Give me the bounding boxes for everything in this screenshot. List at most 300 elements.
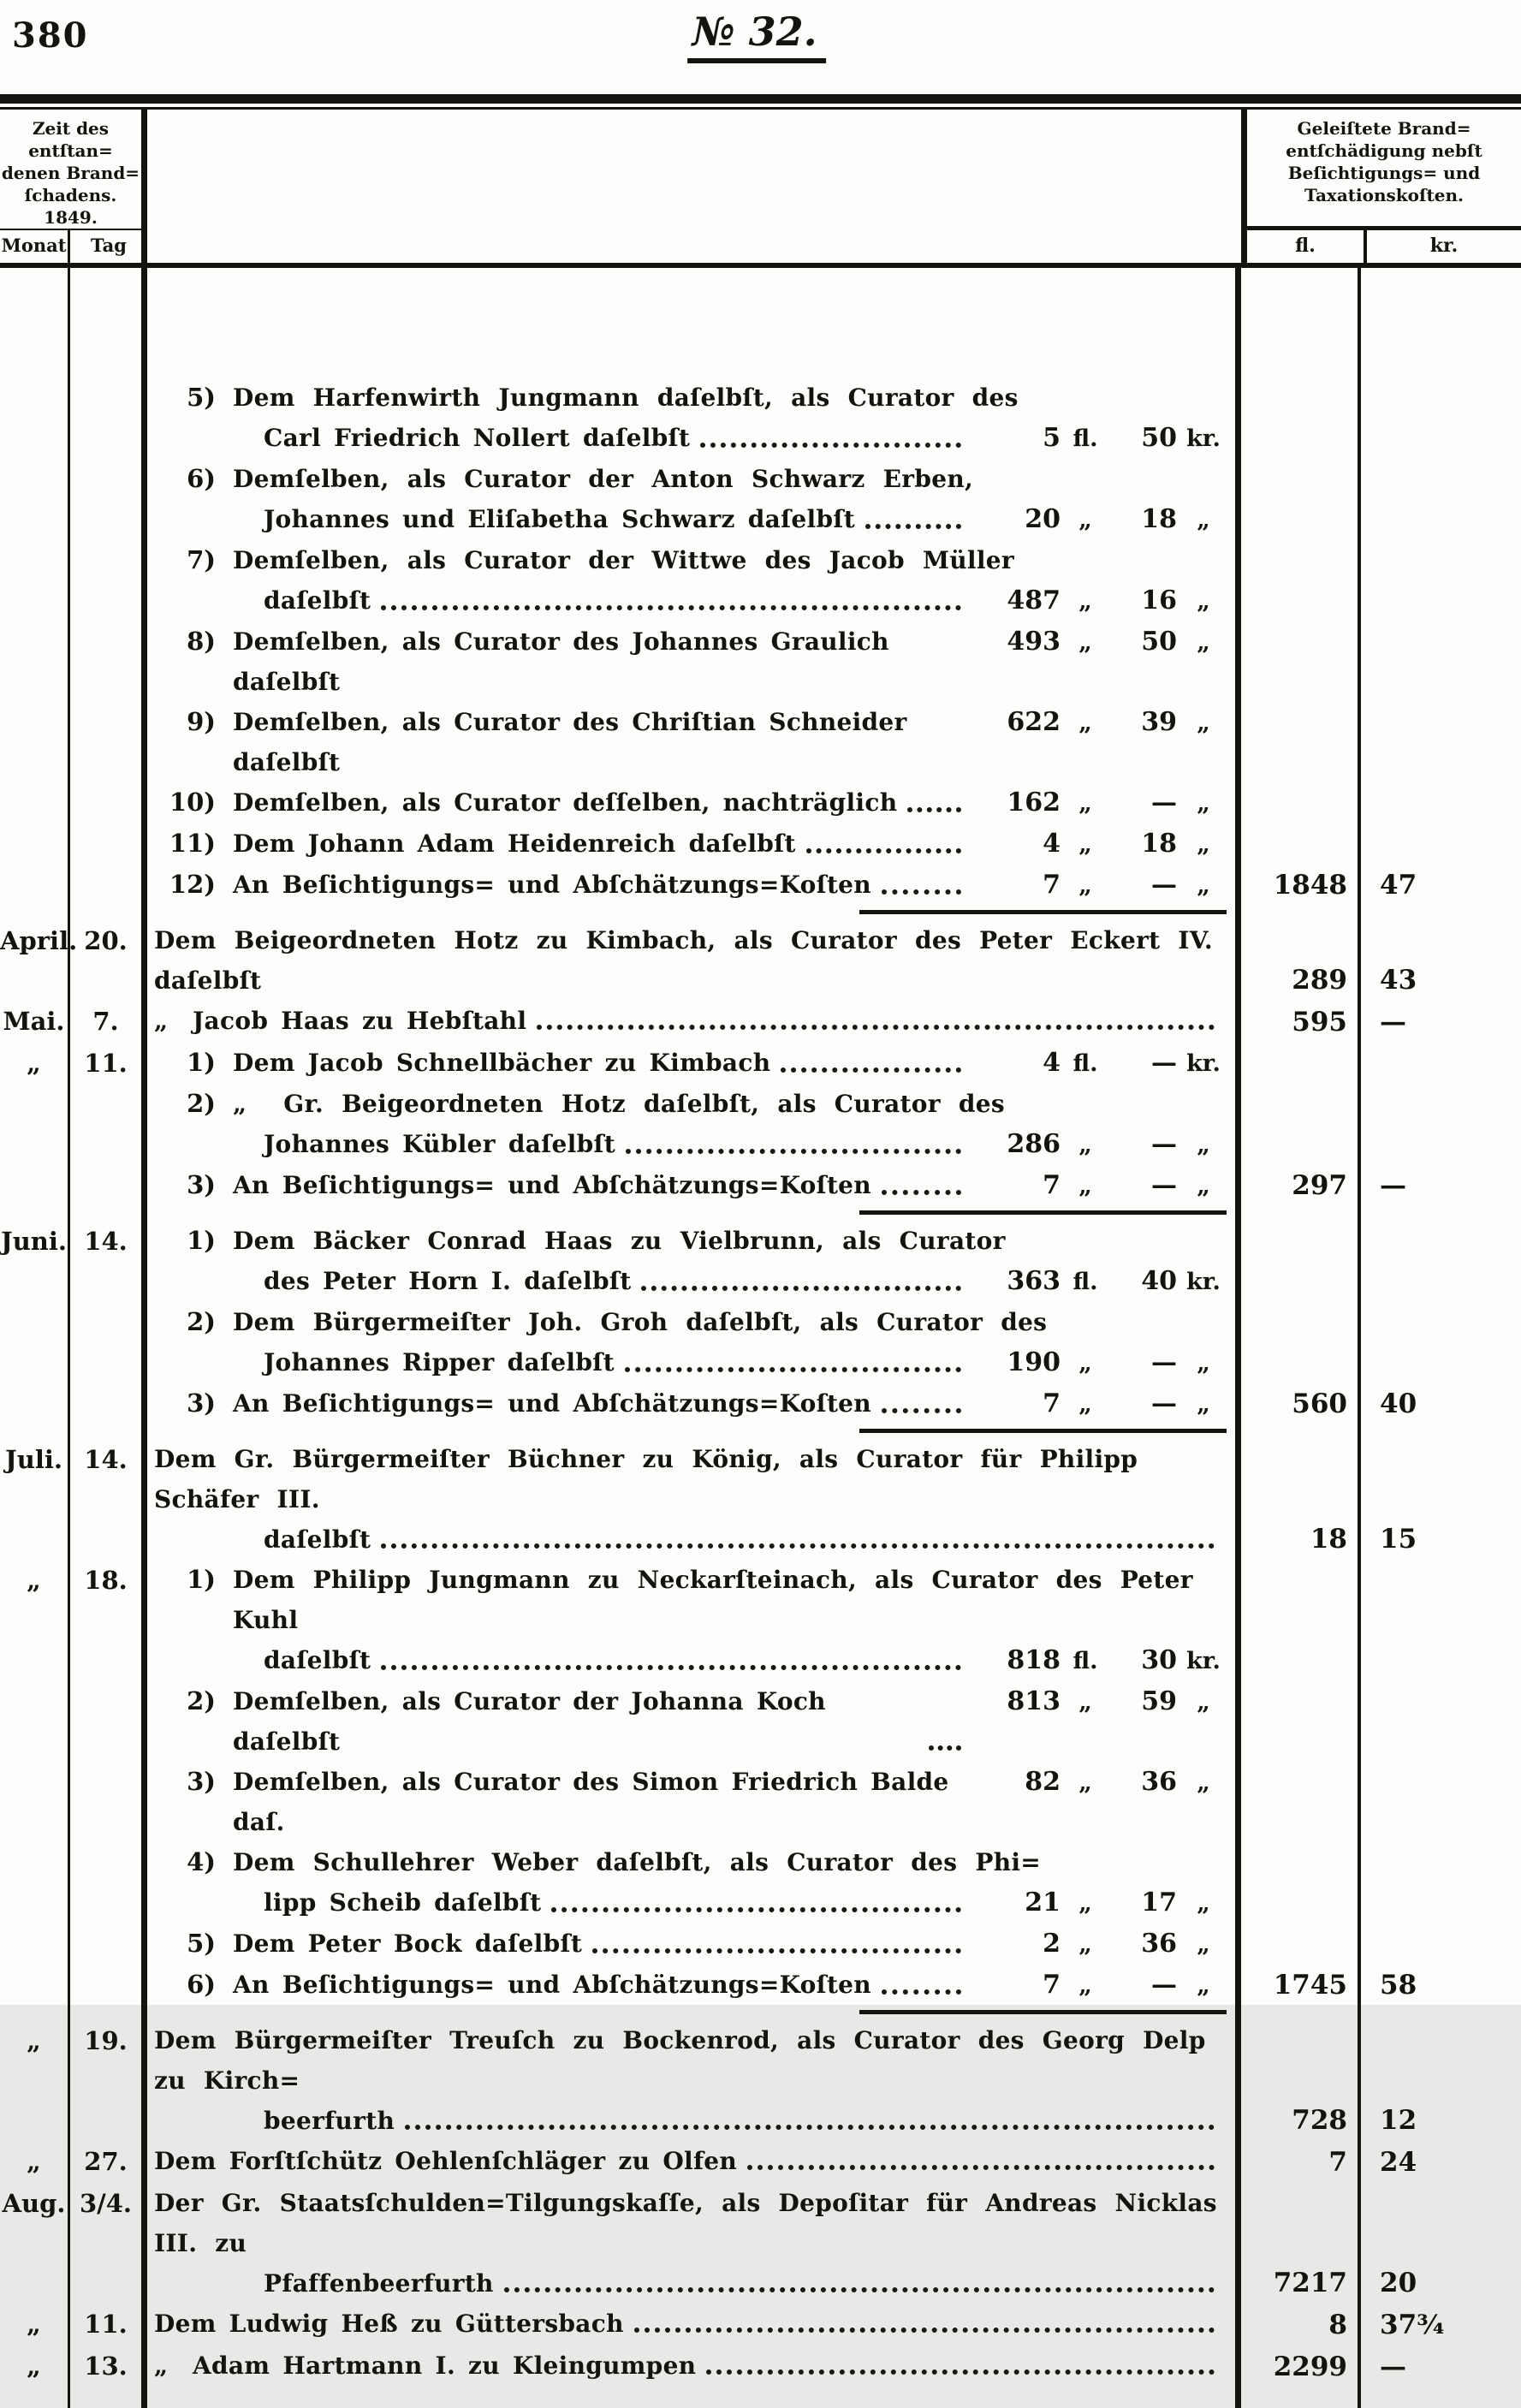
total-kreuzer: —: [1380, 1170, 1406, 1201]
entry-line: [154, 2263, 1235, 2304]
entry-line: [154, 702, 1235, 782]
unit-kreuzer: „: [1197, 1173, 1210, 1199]
total-kreuzer-cell: [1361, 2304, 1521, 2346]
dotted-leader: [781, 1067, 961, 1073]
entry-cell: [147, 1439, 1241, 1560]
day-cell: 14.: [70, 1221, 147, 1439]
header-amount-title-line: Taxationskoſten.: [1304, 185, 1465, 205]
entry-text: daſelbſt: [264, 1646, 371, 1674]
entry-cell: [147, 1560, 1241, 2020]
amount-florin: 363: [1007, 1266, 1061, 1296]
total-kreuzer-cell: [1361, 1001, 1521, 1043]
total-kreuzer-cell: [1361, 1560, 1521, 2020]
unit-kreuzer: „: [1197, 588, 1210, 615]
entry-line: [154, 1124, 1235, 1165]
table-row: [0, 1439, 1521, 1560]
unit-florin: „: [1078, 1890, 1092, 1917]
amount-kreuzer: —: [1151, 1129, 1177, 1159]
unit-florin: „: [1078, 1769, 1092, 1796]
entry-text: Demſelben, als Curator des Johannes Graulich daſelbſt: [233, 627, 902, 696]
entry-line: [154, 1221, 1235, 1261]
entry-cell: [147, 1043, 1241, 1221]
total-florin: 8: [1328, 2310, 1347, 2340]
header-amount-title: [1247, 110, 1521, 226]
total-kreuzer-cell: [1361, 920, 1521, 1001]
month-cell: [0, 268, 70, 920]
entry-text: Dem Bürgermeiſter Treuſch zu Bockenrod, als Curator des Georg Delp zu Kirch=: [154, 2026, 1224, 2095]
entry-line: [154, 621, 1235, 702]
month-cell: Aug.: [0, 2183, 70, 2304]
total-florin-cell: [1241, 1560, 1361, 2020]
dotted-leader: [381, 1543, 1215, 1549]
entry-line: [154, 1965, 1235, 2006]
total-florin: 1745: [1273, 1970, 1347, 2001]
entry-text: Pfaffenbeerfurth: [264, 2269, 494, 2298]
entry-line: [154, 782, 1235, 823]
total-florin: 7217: [1273, 2268, 1347, 2298]
entry-text: Dem Schullehrer Weber daſelbſt, als Curator des Phi=: [233, 1848, 1042, 1876]
unit-florin: fl.: [1072, 425, 1098, 452]
total-florin-cell: [1241, 920, 1361, 1001]
column-header-monat: Monat: [0, 230, 70, 263]
day-cell: 13.: [70, 2346, 147, 2387]
total-florin-cell: [1241, 1439, 1361, 1560]
entry-cell: [147, 2183, 1241, 2304]
total-kreuzer-cell: [1361, 2020, 1521, 2141]
entry-line: [154, 2020, 1235, 2101]
entry-line: [154, 1001, 1235, 1041]
entry-line: [154, 418, 1235, 459]
month-cell: „: [0, 2020, 70, 2141]
entry-text: Dem Gr. Bürgermeiſter Büchner zu König, als Curator für Philipp Schäfer III.: [154, 1445, 1156, 1513]
month-cell: Mai.: [0, 1001, 70, 1043]
dotted-leader: [634, 2328, 1215, 2333]
unit-florin: fl.: [1072, 1269, 1098, 1295]
header-time-block: [0, 110, 147, 263]
amount-kreuzer: 59: [1141, 1686, 1177, 1716]
day-cell: 14.: [70, 1439, 147, 1560]
entry-text: des Peter Horn I. daſelbſt: [264, 1267, 632, 1295]
entry-text: Dem Ludwig Heß zu Güttersbach: [154, 2310, 624, 2338]
header-amount-title-line: Geleiſtete Brand=: [1297, 118, 1471, 139]
amount-kreuzer: 40: [1141, 1266, 1177, 1296]
entry-cell: [147, 2304, 1241, 2346]
entry-line: [154, 1261, 1235, 1302]
column-header-tag: Tag: [91, 235, 127, 256]
entry-line: [154, 1882, 1235, 1923]
total-kreuzer: 20: [1380, 2268, 1417, 2298]
entry-line: [154, 1084, 1235, 1124]
unit-kreuzer: „: [1197, 710, 1210, 736]
total-kreuzer-cell: [1361, 2141, 1521, 2183]
total-kreuzer: 58: [1380, 1970, 1417, 2001]
entry-line: [154, 1165, 1235, 1206]
total-kreuzer: 24: [1380, 2147, 1417, 2178]
dotted-leader: [504, 2287, 1215, 2292]
amount-florin: 286: [1007, 1129, 1061, 1159]
unit-kreuzer: „: [1197, 1890, 1210, 1917]
amount-florin: 4: [1043, 829, 1061, 859]
entry-text: An Beſichtigungs= und Abſchätzungs=Koſten: [233, 1971, 871, 1999]
entry-line: [154, 1560, 1235, 1640]
total-florin-cell: [1241, 1221, 1361, 1439]
entry-line: [154, 378, 1235, 418]
month-cell: „: [0, 1560, 70, 2020]
amount-kreuzer: —: [1151, 1048, 1177, 1078]
entry-text: beerfurth: [264, 2107, 395, 2135]
entry-text: Demſelben, als Curator des Chriſtian Schneider daſelbſt: [233, 708, 920, 776]
entry-number: 12): [169, 870, 216, 899]
total-kreuzer-cell: [1361, 1043, 1521, 1221]
entry-number: 7): [187, 545, 216, 574]
page-header: [0, 0, 1521, 94]
table-row: [0, 2183, 1521, 2304]
total-kreuzer-cell: [1361, 2183, 1521, 2304]
amount-florin: 82: [1025, 1767, 1061, 1797]
entry-line: [154, 1519, 1235, 1560]
month-cell: „: [0, 1043, 70, 1221]
unit-florin: „: [1078, 790, 1092, 817]
entry-number: 3): [187, 1170, 216, 1199]
total-kreuzer-cell: [1361, 2346, 1521, 2387]
table-bottom-spacer: [0, 2387, 1521, 2408]
total-kreuzer: 47: [1380, 870, 1417, 901]
unit-florin: „: [1078, 588, 1092, 615]
table-row: [0, 1221, 1521, 1439]
total-florin: 18: [1310, 1524, 1347, 1555]
unit-kreuzer: kr.: [1186, 425, 1221, 452]
entry-line: [154, 2304, 1235, 2344]
unit-florin: „: [1078, 1931, 1092, 1958]
total-florin: 289: [1292, 965, 1347, 996]
amount-florin: 7: [1043, 870, 1061, 900]
total-kreuzer-cell: [1361, 268, 1521, 920]
total-kreuzer-cell: [1361, 1439, 1521, 1560]
dotted-leader: [625, 1367, 961, 1372]
total-kreuzer: 37¾: [1380, 2310, 1445, 2340]
dotted-leader: [882, 1989, 961, 1995]
entry-line: [154, 1842, 1235, 1882]
sum-line: [859, 2010, 1227, 2014]
unit-kreuzer: „: [1197, 790, 1210, 817]
entry-line: [154, 2141, 1235, 2181]
unit-kreuzer: „: [1197, 507, 1210, 533]
sum-line: [859, 1429, 1227, 1433]
dotted-leader: [641, 1286, 961, 1291]
dotted-leader: [626, 1149, 961, 1154]
header-time-title-line: 1849.: [44, 207, 98, 228]
unit-florin: „: [1078, 1350, 1092, 1376]
column-header-kreuzer: kr.: [1429, 235, 1459, 257]
dotted-leader: [929, 1745, 961, 1751]
entry-line: [154, 540, 1235, 580]
entry-number: 3): [187, 1767, 216, 1796]
column-header-florin: fl.: [1247, 230, 1367, 263]
month-cell: „: [0, 2141, 70, 2183]
total-florin: 297: [1292, 1170, 1347, 1201]
entry-text: daſelbſt: [264, 1525, 371, 1554]
table-row: [0, 920, 1521, 1001]
entry-text: An Beſichtigungs= und Abſchätzungs=Koſten: [233, 1389, 871, 1418]
entry-text: „ Adam Hartmann I. zu Kleingumpen: [154, 2352, 697, 2380]
entry-number: 9): [187, 707, 216, 736]
header-amount-block: [1241, 110, 1521, 263]
header-amount-title-line: Beſichtigungs= und: [1287, 163, 1481, 183]
total-florin: 2299: [1273, 2352, 1347, 2382]
entry-number: 6): [187, 464, 216, 493]
dotted-leader: [551, 1907, 961, 1912]
header-time-title-line: ſchadens.: [24, 185, 117, 205]
dotted-leader: [706, 2369, 1215, 2375]
entry-line: [154, 580, 1235, 621]
entry-number: 11): [169, 829, 216, 858]
total-florin-cell: [1241, 1001, 1361, 1043]
amount-florin: 487: [1007, 586, 1061, 615]
day-cell: 27.: [70, 2141, 147, 2183]
entry-line: [154, 459, 1235, 499]
table-row: [0, 2020, 1521, 2141]
entry-text: Demſelben, als Curator der Wittwe des Jacob Müller: [233, 546, 1014, 574]
header-main-empty: [147, 110, 1241, 263]
day-cell: 3/4.: [70, 2183, 147, 2304]
amount-kreuzer: 36: [1141, 1929, 1177, 1959]
entry-text: An Beſichtigungs= und Abſchätzungs=Koſten: [233, 871, 871, 899]
unit-kreuzer: „: [1197, 872, 1210, 899]
unit-kreuzer: „: [1197, 1132, 1210, 1158]
header-time-subcolumns: [0, 230, 141, 263]
month-cell: Juli.: [0, 1439, 70, 1560]
amount-florin: 21: [1025, 1888, 1061, 1917]
entry-line: [154, 2346, 1235, 2386]
dotted-leader: [700, 443, 961, 448]
unit-florin: fl.: [1072, 1648, 1098, 1674]
total-kreuzer: 15: [1380, 1524, 1417, 1555]
amount-kreuzer: 18: [1141, 504, 1177, 534]
day-cell: 11.: [70, 1043, 147, 1221]
entry-text: daſelbſt: [264, 586, 371, 615]
total-kreuzer-cell: [1361, 1221, 1521, 1439]
unit-kreuzer: kr.: [1186, 1648, 1221, 1674]
entry-text: Demſelben, als Curator der Anton Schwarz Erben,: [233, 465, 974, 493]
month-cell: Juni.: [0, 1221, 70, 1439]
dotted-leader: [537, 1025, 1215, 1030]
entry-number: 2): [187, 1089, 216, 1118]
entry-text: „ Jacob Haas zu Hebſtahl: [154, 1007, 527, 1035]
unit-kreuzer: kr.: [1186, 1269, 1221, 1295]
day-cell: 20.: [70, 920, 147, 1001]
sum-line: [859, 1210, 1227, 1215]
header-amount-title-line: entſchädigung nebſt: [1286, 140, 1482, 161]
entry-text: Dem Beigeordneten Hotz zu Kimbach, als Curator des Peter Eckert IV. daſelbſt: [154, 926, 1232, 995]
unit-florin: fl.: [1072, 1050, 1098, 1077]
entry-number: 3): [187, 1388, 216, 1418]
table-top-rule: [0, 94, 1521, 104]
entry-text: Johannes Ripper daſelbſt: [264, 1348, 615, 1376]
amount-kreuzer: 50: [1141, 627, 1177, 657]
entry-line: [154, 2101, 1235, 2141]
month-cell: „: [0, 2346, 70, 2387]
entry-text: Dem Bäcker Conrad Haas zu Vielbrunn, als Curator: [233, 1227, 1006, 1255]
table-row: [0, 2141, 1521, 2183]
entry-line: [154, 823, 1235, 865]
unit-kreuzer: „: [1197, 1931, 1210, 1958]
entry-line: [154, 1043, 1235, 1084]
entry-text: Demſelben, als Curator deſſelben, nachträglich: [233, 788, 898, 817]
total-florin-cell: [1241, 268, 1361, 920]
table-row: [0, 1043, 1521, 1221]
issue-number: № 32.: [687, 9, 826, 63]
entry-line: [154, 499, 1235, 540]
total-florin-cell: [1241, 2304, 1361, 2346]
unit-florin: „: [1078, 1972, 1092, 1999]
entry-text: Dem Johann Adam Heidenreich daſelbſt: [233, 829, 796, 858]
amount-kreuzer: —: [1151, 1347, 1177, 1377]
amount-kreuzer: 50: [1141, 423, 1177, 453]
month-cell: April.: [0, 920, 70, 1001]
unit-florin: „: [1078, 507, 1092, 533]
day-cell: [70, 268, 147, 920]
dotted-leader: [381, 605, 961, 610]
unit-kreuzer: „: [1197, 1350, 1210, 1376]
entry-number: 2): [187, 1686, 216, 1715]
table-row: [0, 2346, 1521, 2387]
total-florin-cell: [1241, 2020, 1361, 2141]
header-time-title-line: Zeit des entſtan=: [28, 118, 113, 161]
amount-kreuzer: —: [1151, 788, 1177, 818]
dotted-leader: [882, 1190, 961, 1195]
amount-florin: 493: [1007, 627, 1061, 657]
total-florin-cell: [1241, 2346, 1361, 2387]
total-florin: 595: [1292, 1007, 1347, 1038]
entry-text: Dem Bürgermeiſter Joh. Groh daſelbſt, als Curator des: [233, 1308, 1048, 1336]
entry-text: „ Gr. Beigeordneten Hotz daſelbſt, als Curator des: [233, 1090, 1005, 1118]
day-cell: 7.: [70, 1001, 147, 1043]
amount-florin: 7: [1043, 1388, 1061, 1418]
month-cell: „: [0, 2304, 70, 2346]
entry-number: 10): [169, 788, 216, 817]
entry-line: [154, 1342, 1235, 1383]
amount-florin: 20: [1025, 504, 1061, 534]
entry-line: [154, 1923, 1235, 1965]
amount-kreuzer: 17: [1141, 1888, 1177, 1917]
total-kreuzer: —: [1380, 2352, 1406, 2382]
amount-florin: 7: [1043, 1970, 1061, 2000]
amount-florin: 7: [1043, 1170, 1061, 1200]
entry-line: [154, 1762, 1235, 1842]
dotted-leader: [405, 2125, 1215, 2130]
amount-florin: 622: [1007, 707, 1061, 737]
amount-florin: 2: [1043, 1929, 1061, 1959]
dotted-leader: [592, 1948, 961, 1953]
unit-florin: „: [1078, 831, 1092, 858]
entry-text: Dem Harfenwirth Jungmann daſelbſt, als Curator des: [233, 383, 1019, 412]
day-cell: 11.: [70, 2304, 147, 2346]
entry-text: Dem Jacob Schnellbächer zu Kimbach: [233, 1049, 771, 1077]
unit-kreuzer: „: [1197, 1689, 1210, 1715]
unit-florin: „: [1078, 1132, 1092, 1158]
entry-line: [154, 1302, 1235, 1342]
entry-number: 4): [187, 1847, 216, 1876]
page-number: 380: [12, 15, 89, 56]
total-florin: 7: [1328, 2147, 1347, 2178]
total-kreuzer: 12: [1380, 2105, 1417, 2136]
entry-cell: [147, 1001, 1241, 1043]
header-amount-subcolumns: [1247, 230, 1521, 263]
unit-florin: „: [1078, 1391, 1092, 1418]
dotted-leader: [865, 524, 961, 529]
unit-kreuzer: „: [1197, 1972, 1210, 1999]
unit-florin: „: [1078, 710, 1092, 736]
amount-florin: 4: [1043, 1048, 1061, 1078]
unit-kreuzer: kr.: [1186, 1050, 1221, 1077]
entry-text: Demſelben, als Curator der Johanna Koch daſelbſt: [233, 1687, 839, 1756]
entry-line: [154, 1640, 1235, 1681]
amount-kreuzer: 16: [1141, 586, 1177, 615]
entry-text: Dem Peter Bock daſelbſt: [233, 1929, 583, 1958]
entry-cell: [147, 920, 1241, 1001]
total-florin: 560: [1292, 1388, 1347, 1419]
amount-kreuzer: —: [1151, 1970, 1177, 2000]
dotted-leader: [381, 1665, 961, 1670]
day-cell: 18.: [70, 1560, 147, 2020]
dotted-leader: [882, 889, 961, 895]
entry-line: [154, 1383, 1235, 1424]
entry-cell: [147, 2020, 1241, 2141]
table-row: [0, 1001, 1521, 1043]
amount-florin: 162: [1007, 788, 1061, 818]
entry-number: 5): [187, 1929, 216, 1958]
table-body: [0, 268, 1521, 2408]
entry-number: 8): [187, 627, 216, 656]
amount-kreuzer: —: [1151, 870, 1177, 900]
table-row: [0, 268, 1521, 920]
total-kreuzer: 40: [1380, 1388, 1417, 1419]
dotted-leader: [907, 807, 961, 812]
entry-line: [154, 1439, 1235, 1519]
header-time-title: [0, 110, 141, 229]
entry-text: Carl Friedrich Nollert daſelbſt: [264, 424, 691, 452]
sum-line: [859, 910, 1227, 914]
amount-kreuzer: 39: [1141, 707, 1177, 737]
entry-number: 1): [187, 1226, 216, 1255]
compensation-table: [0, 94, 1521, 2408]
table-row: [0, 2304, 1521, 2346]
unit-florin: „: [1078, 1689, 1092, 1715]
unit-florin: „: [1078, 1173, 1092, 1199]
dotted-leader: [806, 848, 961, 853]
unit-florin: „: [1078, 872, 1092, 899]
total-kreuzer: 43: [1380, 965, 1417, 996]
amount-kreuzer: 30: [1141, 1645, 1177, 1675]
unit-kreuzer: „: [1197, 1769, 1210, 1796]
unit-kreuzer: „: [1197, 629, 1210, 656]
total-kreuzer: —: [1380, 1007, 1406, 1038]
amount-florin: 818: [1007, 1645, 1061, 1675]
unit-florin: „: [1078, 629, 1092, 656]
entry-text: Der Gr. Staatsſchulden=Tilgungskaſſe, als Depoſitar für Andreas Nicklas III. zu: [154, 2189, 1235, 2257]
entry-cell: [147, 2141, 1241, 2183]
amount-kreuzer: —: [1151, 1170, 1177, 1200]
entry-text: An Beſichtigungs= und Abſchätzungs=Koſten: [233, 1171, 871, 1199]
amount-kreuzer: 36: [1141, 1767, 1177, 1797]
entry-text: Demſelben, als Curator des Simon Friedrich Balde daſ.: [233, 1768, 962, 1836]
dotted-leader: [882, 1408, 961, 1413]
entry-line: [154, 1681, 1235, 1762]
unit-kreuzer: „: [1197, 1391, 1210, 1418]
entry-text: lipp Scheib daſelbſt: [264, 1888, 542, 1917]
entry-line: [154, 2183, 1235, 2263]
total-florin-cell: [1241, 1043, 1361, 1221]
